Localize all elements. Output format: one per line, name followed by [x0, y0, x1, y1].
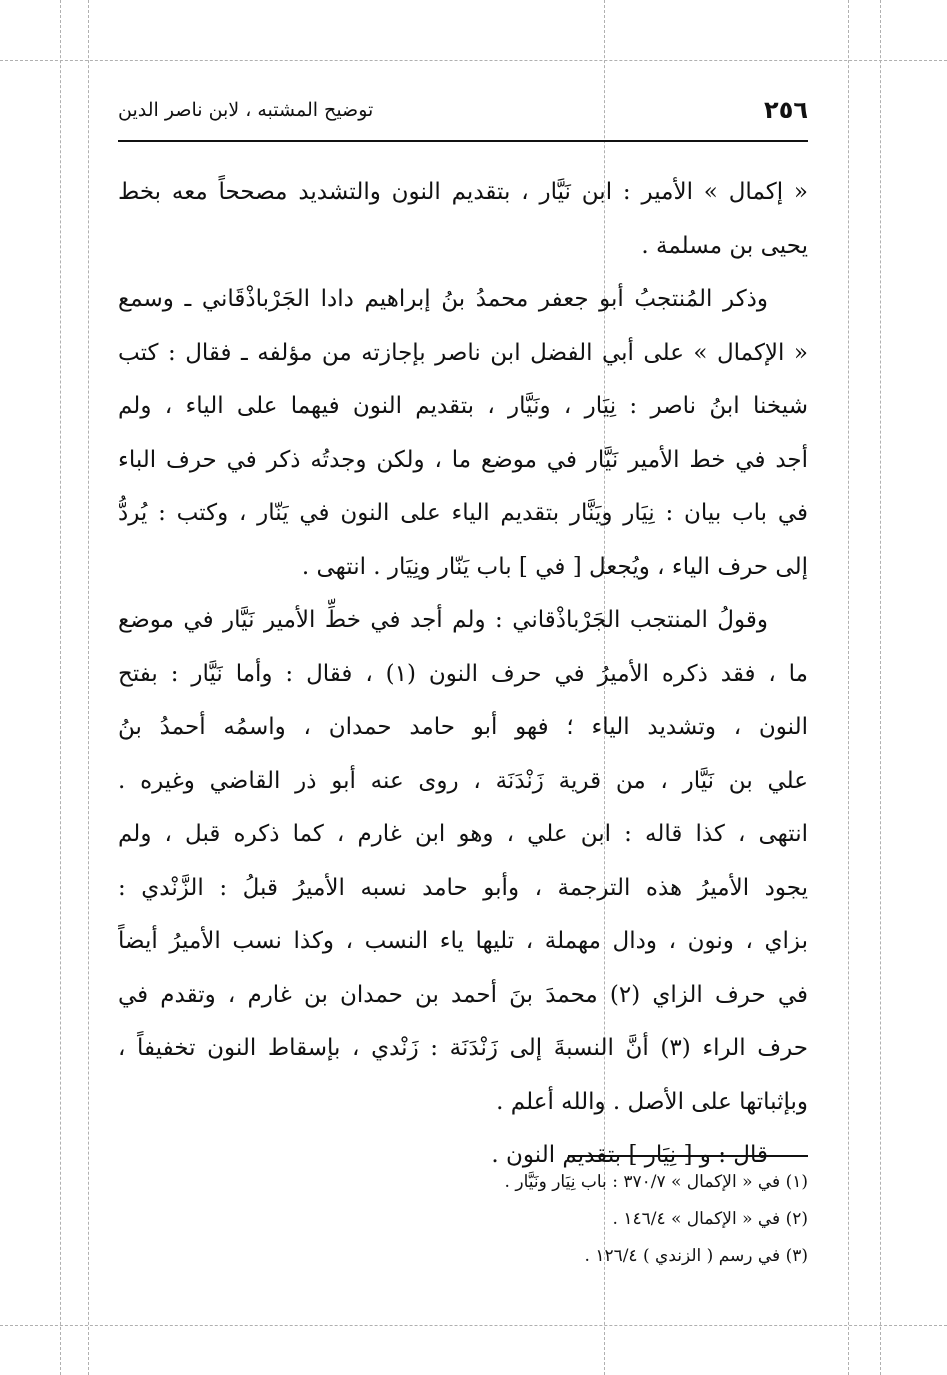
footnote-3: (٣) في رسم ( الزندي ) ١٢٦/٤ .: [584, 1246, 808, 1266]
scan-guide-line: [0, 1325, 947, 1326]
text-line: وقولُ المنتجب الجَرْباذْقاني : ولم أجد في خطِّ الأمير نَيَّار في موضع: [118, 607, 768, 633]
text-line: وبإثباتها على الأصل . والله أعلم .: [496, 1088, 808, 1115]
text-line: علي بن نَيَّار ، من قرية زَنْدَنَة ، روى عنه أبو ذر القاضي وغيره .: [118, 767, 808, 794]
text-line: يحيى بن مسلمة .: [641, 232, 808, 259]
text-line: بزاي ، ونون ، ودال مهملة ، تليها ياء النسب ، وكذا نسب الأميرُ أيضاً: [118, 928, 808, 954]
text-line: قال : و [ نِيَار ] بتقديم النون .: [491, 1142, 768, 1168]
text-line: « الإكمال » على أبي الفضل ابن ناصر بإجازته من مؤلفه ـ فقال : كتب: [118, 339, 808, 366]
header-rule: [118, 140, 808, 142]
footnote-rule: [568, 1155, 808, 1157]
scan-guide-line: [60, 0, 61, 1375]
paragraph-2: [118, 273, 808, 594]
scan-guide-line: [848, 0, 849, 1375]
text-line: انتهى ، كذا قاله : ابن علي ، وهو ابن غارم ، كما ذكره قبل ، ولم: [118, 821, 808, 847]
footnotes: [300, 1164, 808, 1275]
scan-guide-line: [88, 0, 89, 1375]
text-line: ما ، فقد ذكره الأميرُ في حرف النون (١) ، فقال : وأما نَيَّار : بفتح: [118, 660, 808, 687]
footnote-2: (٢) في « الإكمال » ١٤٦/٤ .: [612, 1209, 808, 1229]
text-line: شيخنا ابنُ ناصر : نِيَار ، ونَيَّار ، بتقديم النون فيهما على الياء ، ولم: [118, 393, 808, 419]
paragraph-1: [118, 166, 808, 273]
paragraph-3: [118, 594, 808, 1129]
text-line: وذكر المُنتجبُ أبو جعفر محمدُ بنُ إبراهيم دادا الجَرْباذْقَاني ـ وسمع: [118, 286, 768, 312]
footnote-1: (١) في « الإكمال » ٣٧٠/٧ : باب نِيَار ونَيَّار .: [504, 1172, 808, 1192]
text-line: في حرف الزاي (٢) محمدَ بنَ أحمد بن حمدان بن غارم ، وتقدم في: [118, 981, 808, 1008]
text-line: حرف الراء (٣) أنَّ النسبةَ إلى زَنْدَنَة : زَنْدي ، بإسقاط النون تخفيفاً ،: [118, 1035, 808, 1061]
scan-guide-line: [880, 0, 881, 1375]
running-title: توضيح المشتبه ، لابن ناصر الدين: [118, 99, 374, 121]
scan-guide-line: [0, 60, 947, 61]
text-line: إلى حرف الياء ، ويُجعل [ في ] باب يَنّار ونِيَار . انتهى .: [301, 553, 808, 580]
text-line: « إكمال » الأمير : ابن نَيَّار ، بتقديم النون والتشديد مصححاً معه بخط: [118, 179, 808, 205]
main-text: [118, 166, 808, 1183]
text-line: يجود الأميرُ هذه الترجمة ، وأبو حامد نسبه الأميرُ قبلُ : الزَّنْدي :: [118, 874, 808, 901]
text-line: في باب بيان : نِيَار ويَنَّار بتقديم الياء على النون في يَنّار ، وكتب : يُردُّ: [118, 500, 808, 526]
text-line: النون ، وتشديد الياء ؛ فهو أبو حامد حمدان ، واسمُه أحمدُ بنُ: [118, 714, 808, 740]
page-header: [118, 90, 808, 130]
text-line: أجد في خط الأمير نَيَّار في موضع ما ، ولكن وجدتُه ذكر في حرف الباء: [118, 446, 808, 473]
page-number: ٢٥٦: [764, 96, 808, 124]
